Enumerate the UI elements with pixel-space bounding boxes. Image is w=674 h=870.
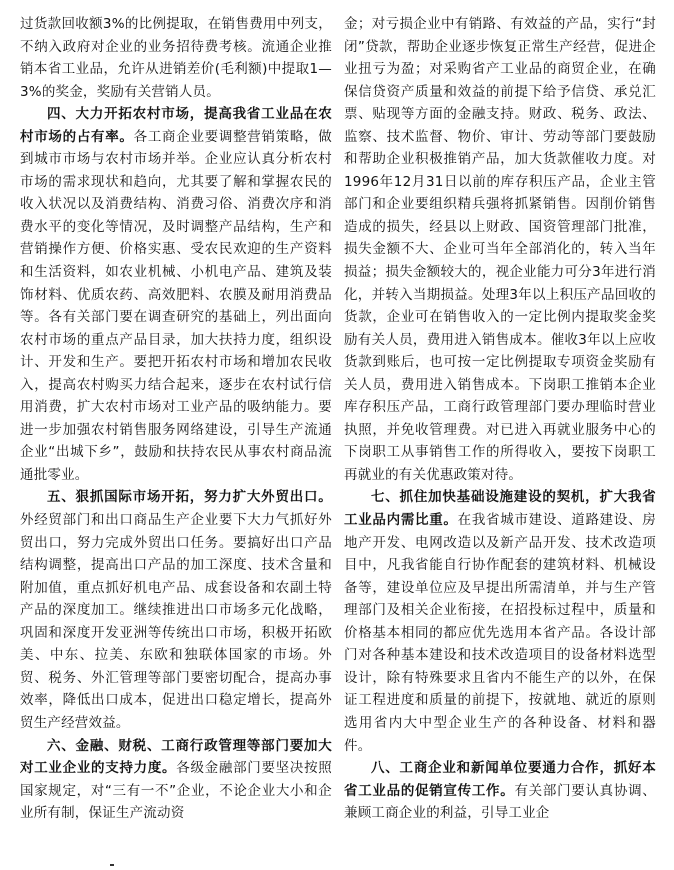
section-6-body: 各级金融部门要坚决按照国家规定，对“三有一不”企业，不论企业大小和企业所有制，保证生产流动资 [20,760,332,822]
left-column [20,13,332,870]
section-4-body: 各工商企业要调整营销策略，做到城市市场与农村市场并举。企业应认真分析农村市场的需求现状和趋向，尤其要了解和掌握农民的收入状况以及消费结构、消费习俗、消费次序和消费水平的变化等情况，及时调整产品结构，生产和营销操作方便、价格实惠、受农民欢迎的生产资料和生活资料，如农业机械、小机电产品、建筑及装饰材料、优质农药、高效肥料、农膜及耐用消费品等。各有关部门要在调查研究的基础上，列出面向农村市场的重点产品目录，加大扶持力度，组织设计、开发和生产。要把开拓农村市场和增加农民收入，提高农村购买力结合起来，逐步在农村试行信用消费，扩大农村市场对工业产品的吸纳能力。要进一步加强农村销售服务网络建设，引导生产流通企业“出城下乡”，鼓励和扶持农民从事农村商品流通批零业。 [20,128,332,483]
section-5-heading: 五、狠抓国际市场开拓，努力扩大外贸出口。 [47,489,332,506]
section-8 [344,757,656,825]
section-4 [20,103,332,486]
section-5 [20,486,332,734]
section-5-body: 外经贸部门和出口商品生产企业要下大力气抓好外贸出口，努力完成外贸出口任务。要搞好出口产品结构调整，提高出口产品的加工深度、技术含量和附加值，重点抓好机电产品、成套设备和农副土特产品的深度加工。继续推进出口市场多元化战略，巩固和深度开发亚洲等传统出口市场，积极开拓欧美、中东、拉美、东欧和独联体国家的市场。外贸、税务、外汇管理等部门要密切配合，提高办事效率，降低出口成本，促进出口稳定增长，提高外贸生产经营效益。 [20,512,332,731]
section-4-heading: 四、大力开拓农村市场，提高我省工业品在农村市场的占有率。 [20,106,332,145]
paragraph-continued: 金；对亏损企业中有销路、有效益的产品，实行“封闭”贷款，帮助企业逐步恢复正常生产经营，促进企业扭亏为盈；对采购省产工业品的商贸企业，在确保信贷资产质量和效益的前提下给予信贷、承兑汇票、贴现等方面的金融支持。财政、税务、政法、监察、技术监督、物价、审计、劳动等部门要鼓励和帮助企业积极推销产品，加大货款催收力度。对1996年12月31日以前的库存积压产品，企业主管部门和企业要组织精兵强将抓紧销售。因削价销售造成的损失，经县以上财政、国资管理部门批准，损失金额不大、企业可当年全部消化的，转入当年损益；损失金额较大的，视企业能力可分3年进行消化，并转入当期损益。处理3年以上积压产品回收的货款，企业可在销售收入的一定比例内提取奖金奖励有关人员，费用进入销售成本。催收3年以上应收货款到账后，也可按一定比例提取专项资金奖励有关人员，费用进入销售成本。下岗职工推销本企业库存积压产品，工商行政管理部门要办理临时营业执照，并免收管理费。对已进入再就业服务中心的下岗职工从事销售工作的所得收入，要按下岗职工再就业的有关优惠政策对待。 [344,16,656,483]
section-7-heading: 七、抓住加快基础设施建设的契机，扩大我省工业品内需比重。 [344,489,656,529]
section-8-body: 有关部门要认真协调、兼顾工商企业的利益，引导工业企 [344,782,656,822]
section-7-body: 在我省城市建设、道路建设、房地产开发、电网改造以及新产品开发、技术改造项目中，凡我省能自行协作配套的建筑材料、机械设备等，建设单位应及早提出所需清单，并与生产管理部门及相关企业衔接，在招投标过程中，质量和价格基本相同的都应优先选用本省产品。各设计部门对各种基本建设和技术改造项目的设备材料选型设计，除有特殊要求且省内不能生产的以外，在保证工程进度和质量的前提下，按就地、就近的原则选用省内大中型企业生产的各种设备、材料和器件。 [344,512,656,754]
section-6 [20,735,332,825]
section-8-heading: 八、工商企业和新闻单位要通力合作，抓好本省工业品的促销宣传工作。 [344,760,656,799]
scan-mark [110,864,114,866]
section-7 [344,486,656,757]
right-column [344,13,656,870]
section-6-heading: 六、金融、财税、工商行政管理等部门要加大对工业企业的支持力度。 [20,737,332,777]
paragraph-continued: 过货款回收额3%的比例提取，在销售费用中列支，不纳入政府对企业的业务招待费考核。流通企业推销本省工业品，允许从进销差价(毛利额)中提取1—3%的奖金，奖励有关营销人员。 [20,16,332,100]
